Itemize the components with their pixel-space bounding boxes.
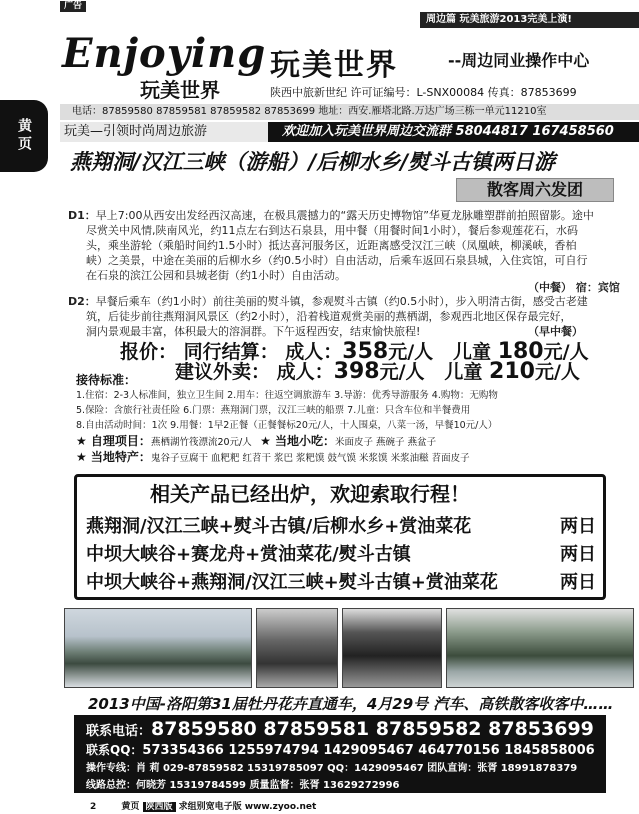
d1-line-2: 尽赏关中风情,陕南风光，约11点左右到达石泉县，用中餐（用餐时间1小时），餐后参观莲花石，水码	[86, 224, 578, 237]
d1-line-5: 在石泉的滨江公园和县城老街（约1小时）自由活动。	[86, 269, 346, 282]
self-pay-items: 燕栖湖竹筏漂流20元/人	[150, 437, 252, 448]
phone-line: 联系电话：87859580 87859581 87859582 87853699	[86, 718, 594, 740]
top-bar	[0, 0, 639, 12]
contact-line: 电话：87859580 87859581 87859582 87853699 地址：西安.雁塔北路.万达广场三栋一单元11210室	[60, 104, 639, 120]
logo-english: Enjoying	[62, 30, 267, 77]
peer-label: 同行结算：	[183, 341, 279, 363]
extras-row-2: ★ 当地特产：鬼谷子豆腐干 血粑粑 红苕干 浆巴 浆粑馍 鼓气馍 米浆馍 米浆油糍 苕面皮子	[76, 450, 470, 464]
qq-line: 联系QQ：573354366 1255974794 1429095467 464770156 1845858006	[86, 743, 595, 758]
retail-label: 建议外卖：	[175, 361, 271, 383]
related-item-days: 两日	[560, 516, 596, 537]
specialty-items: 鬼谷子豆腐干 血粑粑 红苕干 浆巴 浆粑馍 鼓气馍 米浆馍 米浆油糍 苕面皮子	[150, 453, 470, 464]
company-line: 陕西中旅新世纪 许可证编号：L-SNX00084 传真：87853699	[270, 86, 577, 99]
footer-text: 求组别宽电子版 www.zyoo.net	[178, 802, 317, 812]
tour-badge: 散客周六发团	[456, 178, 614, 202]
related-item-route[interactable]: 中坝大峡谷+赛龙舟+赏油菜花/熨斗古镇	[86, 544, 411, 565]
contact-phones[interactable]: 87859580 87859581 87859582 87853699	[151, 718, 594, 740]
slogan-left: 玩美—引领时尚周边旅游	[60, 122, 268, 142]
adult-label: 成人：	[285, 341, 343, 363]
section-strip: 周边篇 玩美旅游2013完美上演!	[420, 12, 639, 28]
standards-title: 接待标准：	[76, 373, 137, 387]
snack-items: 米面皮子 燕碗子 燕盆子	[335, 437, 437, 448]
brand-subtitle: --周边同业操作中心	[448, 51, 590, 70]
ops-line: 操作专线：肖 莉 029-87859582 15319785097 QQ：1429095467 团队直询：张胥 18991878379	[86, 763, 578, 774]
related-item-days: 两日	[560, 572, 596, 593]
peer-adult-price: 358	[342, 339, 389, 364]
d1-line-3: 头，乘坐游轮（乘船时间约1.5小时）抵达喜河服务区，近距离感受汉江三峡（凤凰峡，柳溪峡，香柏	[86, 239, 577, 252]
footer-tag: 陕西版	[143, 802, 176, 812]
d1-line-1: D1：早上7:00从西安出发经西汉高速，在极具震撼力的“露天历史博物馆”华夏龙脉雕塑群前拍照留影。途中	[68, 209, 594, 222]
retail-child-price: 210	[489, 359, 535, 384]
retail-adult-price: 398	[333, 359, 380, 384]
footer	[90, 799, 316, 812]
standards-row-2: 5.保险：含旅行社责任险 6.门票：燕翔洞门票，汉江三峡的船票 7.儿童：只含车位和半餐费用	[76, 405, 471, 416]
d1-meal: （中餐） 宿：宾馆	[528, 281, 620, 294]
contact-qqs[interactable]: 573354366 1255974794 1429095467 464770156 1845858006	[142, 743, 595, 758]
logo-chinese: 玩美世界	[140, 78, 220, 102]
manager-line: 线路总控：何晓芳 15319784599 质量监督：张胥 13629272996	[86, 780, 400, 791]
standards-row-3: 8.自由活动时间：1次 9.用餐：1早2正餐（正餐餐标20元/人，十人围桌，八菜一汤，早餐10元/人）	[76, 420, 498, 431]
photo-lake-boat	[446, 608, 634, 688]
extras-row-1: ★ 自理项目：燕栖湖竹筏漂流20元/人 ★ 当地小吃：米面皮子 燕碗子 燕盆子	[76, 434, 437, 448]
peer-child-price: 180	[497, 339, 544, 364]
d2-line-1: D2：早餐后乘车（约1小时）前往美丽的熨斗镇，参观熨斗古镇（约0.5小时），步入明清古街，感受古老建	[68, 295, 588, 308]
price-row-retail: 建议外卖： 成人：398元/人 儿童 210元/人	[175, 359, 580, 384]
price-row-peer: 报价： 同行结算： 成人：358元/人 儿童 180元/人	[120, 339, 589, 364]
slogan-right: 欢迎加入玩美世界周边交流群 58044817 167458560	[282, 124, 614, 139]
footer-section: 黄页	[121, 802, 140, 812]
luoyang-promo: 2013中国-洛阳第31届牡丹花卉直通车，4月29号 汽车、高铁散客收客中……	[88, 695, 614, 713]
d2-line-2: 筑，后徒步前往燕翔洞风景区（约2小时），沿着栈道观赏美丽的燕栖湖，参观西北地区保存最完好，	[86, 310, 572, 323]
side-tab-yellow-pages[interactable]: 黄页	[0, 100, 48, 172]
related-item-route[interactable]: 中坝大峡谷+燕翔洞/汉江三峡+熨斗古镇+赏油菜花	[86, 572, 498, 593]
brand-name: 玩美世界	[270, 48, 398, 83]
ad-tag: 广告	[60, 1, 86, 12]
route-title: 燕翔洞/汉江三峡（游船）/后柳水乡/熨斗古镇两日游	[70, 150, 556, 174]
d1-line-4: 峡）之美景，中途在美丽的后柳水乡（约0.5小时）自由活动，后乘车返回石泉县城，入住宾馆，可自行	[86, 254, 588, 267]
standards-row-1: 1.住宿：2-3人标准间，独立卫生间 2.用车：往返空调旅游车 3.导游：优秀导游服务 4.购物：无购物	[76, 390, 498, 401]
related-title: 相关产品已经出炉，欢迎索取行程！	[150, 482, 470, 506]
related-item-days: 两日	[560, 544, 596, 565]
child-label: 儿童	[453, 341, 492, 363]
related-item-route[interactable]: 燕翔洞/汉江三峡+熨斗古镇/后柳水乡+赏油菜花	[86, 516, 472, 537]
price-label: 报价：	[120, 341, 178, 363]
photo-old-street	[256, 608, 338, 688]
d2-line-3: 洞内景观最丰富，体积最大的溶洞群。下午返程西安，结束愉快旅程!	[86, 325, 421, 338]
photo-river-mountains	[64, 608, 252, 688]
page-number: 2	[90, 802, 97, 812]
d2-meal: （早中餐）	[528, 325, 583, 338]
photo-ancient-town	[342, 608, 442, 688]
